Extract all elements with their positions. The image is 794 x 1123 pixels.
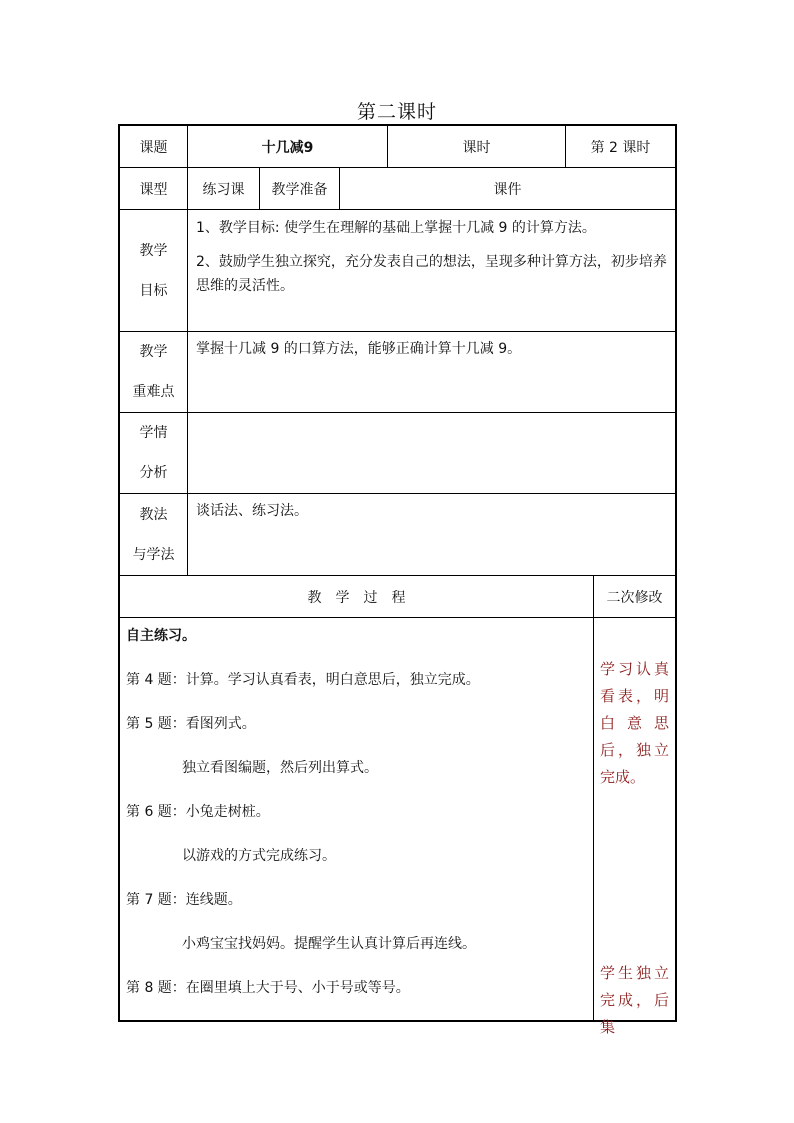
methods-label-2: 与学法	[132, 546, 175, 563]
methods-label	[120, 494, 188, 575]
process-heading: 自主练习。	[126, 628, 196, 644]
revision-note-2: 学生独立完成，后集	[600, 964, 669, 1036]
period-value: 第 2 课时	[590, 139, 651, 156]
process-line: 以游戏的方式完成练习。	[182, 848, 336, 864]
keypoints-label-1: 教学	[139, 344, 168, 360]
keypoints-label	[120, 332, 188, 412]
row-analysis	[120, 413, 675, 494]
revision-header: 二次修改	[606, 589, 663, 606]
row-process	[120, 618, 675, 1036]
page-title: 第二课时	[356, 101, 437, 123]
row-topic	[120, 126, 675, 168]
goal-line-2: 2、鼓励学生独立探究，充分发表自己的想法，呈现多种计算方法，初步培养思维的灵活性。	[196, 254, 667, 294]
row-process-header	[120, 576, 675, 618]
methods-label-1: 教法	[139, 506, 168, 523]
goals-label-1: 教学	[139, 242, 168, 259]
row-goals	[120, 210, 675, 332]
process-header: 教 学 过 程	[120, 576, 594, 617]
process-line: 第 7 题：连线题。	[126, 892, 242, 908]
process-line: 独立看图编题，然后列出算式。	[182, 760, 378, 776]
goals-label-2: 目标	[139, 282, 168, 299]
keypoints-label-2: 重难点	[132, 384, 175, 400]
type-label: 课型	[120, 168, 188, 209]
process-line: 第 5 题：看图列式。	[126, 716, 256, 732]
process-line: 小鸡宝宝找妈妈。提醒学生认真计算后再连线。	[182, 936, 476, 952]
keypoints-text: 掌握十几减 9 的口算方法，能够正确计算十几减 9。	[196, 341, 522, 357]
lesson-plan-table	[118, 124, 677, 1036]
process-line: 第 8 题：在圈里填上大于号、小于号或等号。	[126, 980, 410, 996]
analysis-label-2: 分析	[139, 465, 168, 481]
analysis-label	[120, 413, 188, 493]
goal-line-1: 1、教学目标: 使学生在理解的基础上掌握十几减 9 的计算方法。	[196, 220, 596, 236]
revision-note-1: 学习认真看表，明白意思后，独立完成。	[600, 660, 669, 786]
row-keypoints	[120, 332, 675, 413]
analysis-label-1: 学情	[139, 425, 168, 441]
process-line: 第 4 题：计算。学习认真看表，明白意思后，独立完成。	[126, 672, 480, 688]
process-content	[120, 618, 594, 1020]
row-type	[120, 168, 675, 210]
methods-text: 谈话法、练习法。	[196, 503, 308, 519]
row-methods	[120, 494, 675, 576]
analysis-text	[188, 413, 675, 493]
goals-text	[188, 210, 675, 331]
goals-label	[120, 210, 188, 331]
prep-label: 教学准备	[260, 168, 340, 209]
type-value: 练习课	[188, 168, 260, 209]
topic-value: 十几减9	[188, 126, 388, 167]
process-line: 第 6 题：小兔走树桩。	[126, 804, 270, 820]
topic-label: 课题	[120, 126, 188, 167]
revision-notes	[594, 618, 675, 1036]
period-label: 课时	[388, 126, 566, 167]
prep-value: 课件	[493, 181, 522, 198]
